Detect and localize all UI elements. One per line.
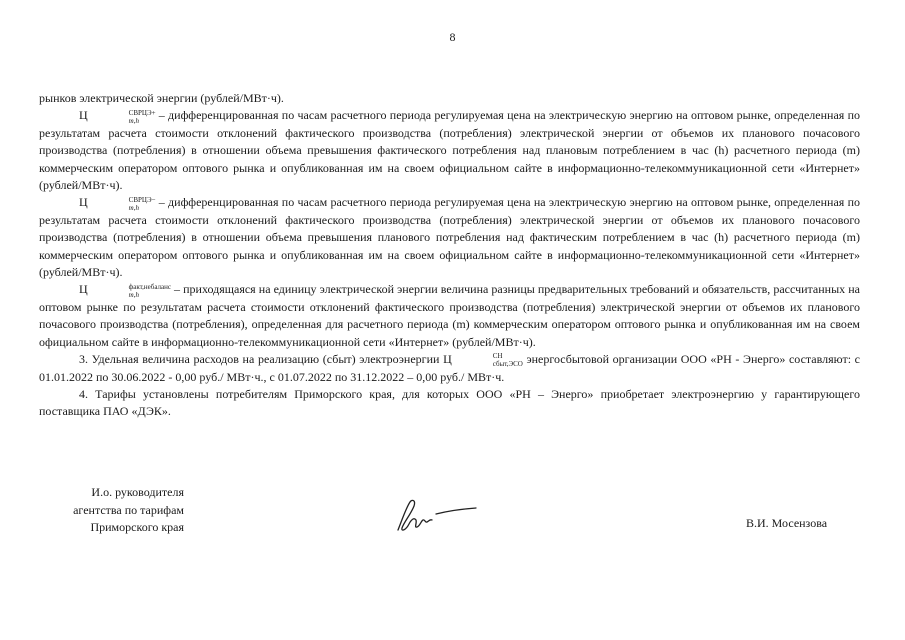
paragraph-continuation: рынков электрической энергии (рублей/МВт·ч).	[39, 91, 284, 105]
paragraph-fact-nebalans: Ц факт,небаланс m,h – приходящаяся на единицу электрической энергии величина разницы предварительных требований и обязательств, рассчитанных на оптовом рынке по результатам расчета стоимости отклонений фактического производства (потребления) электрической энергии от объемов их планового почасового производства (потребления), определенная для расчетного периода (m) коммерческим оператором оптового рынка и опубликованная им на своем официальном сайте в информационно-телекоммуникационной сети «Интернет» (рублей/МВт·ч).	[39, 282, 860, 349]
page-number: 8	[449, 30, 456, 44]
paragraph-svrce-minus: Ц СВРЦЭ− m,h – дифференцированная по часам расчетного периода регулируемая цена на электрическую энергию на оптовом рынке, определенная по результатам расчета стоимости отклонений фактического производства (потребления) электрической энергии от объемов их планового почасового производства (потребления) в отношении объема превышения планового потребления над фактическим потреблением в час (h) расчетного периода (m) коммерческим оператором оптового рынка и опубликованная им на своем официальном сайте в информационно-телекоммуникационной сети «Интернет» (рублей/МВт·ч).	[39, 195, 860, 280]
price-symbol: Ц СВРЦЭ+ m,h	[79, 108, 156, 125]
signer-title: И.о. руководителя агентства по тарифам Приморского края	[73, 485, 184, 534]
item-3: 3. Удельная величина расходов на реализацию (сбыт) электроэнергии Ц СН сбыт,ЭСО энергосбытовой организации ООО «РН - Энерго» составляют: с 01.01.2022 по 30.06.2022 - 0,00 руб./ МВт·ч., с 01.07.2022 по 31.12.2022 – 0,00 руб./ МВт·ч.	[39, 352, 860, 384]
paragraph-svrce-plus: Ц СВРЦЭ+ m,h – дифференцированная по часам расчетного периода регулируемая цена на электрическую энергию на оптовом рынке, определенная по результатам расчета стоимости отклонений фактического производства (потребления) электрической энергии от объемов их планового почасового производства (потребления) в отношении объема превышения фактического потребления над плановым потреблением в час (h) расчетного периода (m) коммерческим оператором оптового рынка и опубликованная им на своем официальном сайте в информационно-телекоммуникационной сети «Интернет» (рублей/МВт·ч).	[39, 108, 860, 193]
price-symbol: Ц СН сбыт,ЭСО	[443, 352, 523, 369]
document-body	[39, 90, 860, 421]
price-symbol: Ц факт,небаланс m,h	[79, 282, 171, 299]
price-symbol: Ц СВРЦЭ− m,h	[79, 195, 156, 212]
signer-name: В.И. Мосензова	[746, 516, 828, 530]
handwritten-signature-icon	[390, 490, 480, 540]
signature-block	[0, 484, 905, 554]
item-4: 4. Тарифы установлены потребителям Приморского края, для которых ООО «РН – Энерго» приобретает электроэнергию у гарантирующего поставщика ПАО «ДЭК».	[39, 386, 860, 419]
